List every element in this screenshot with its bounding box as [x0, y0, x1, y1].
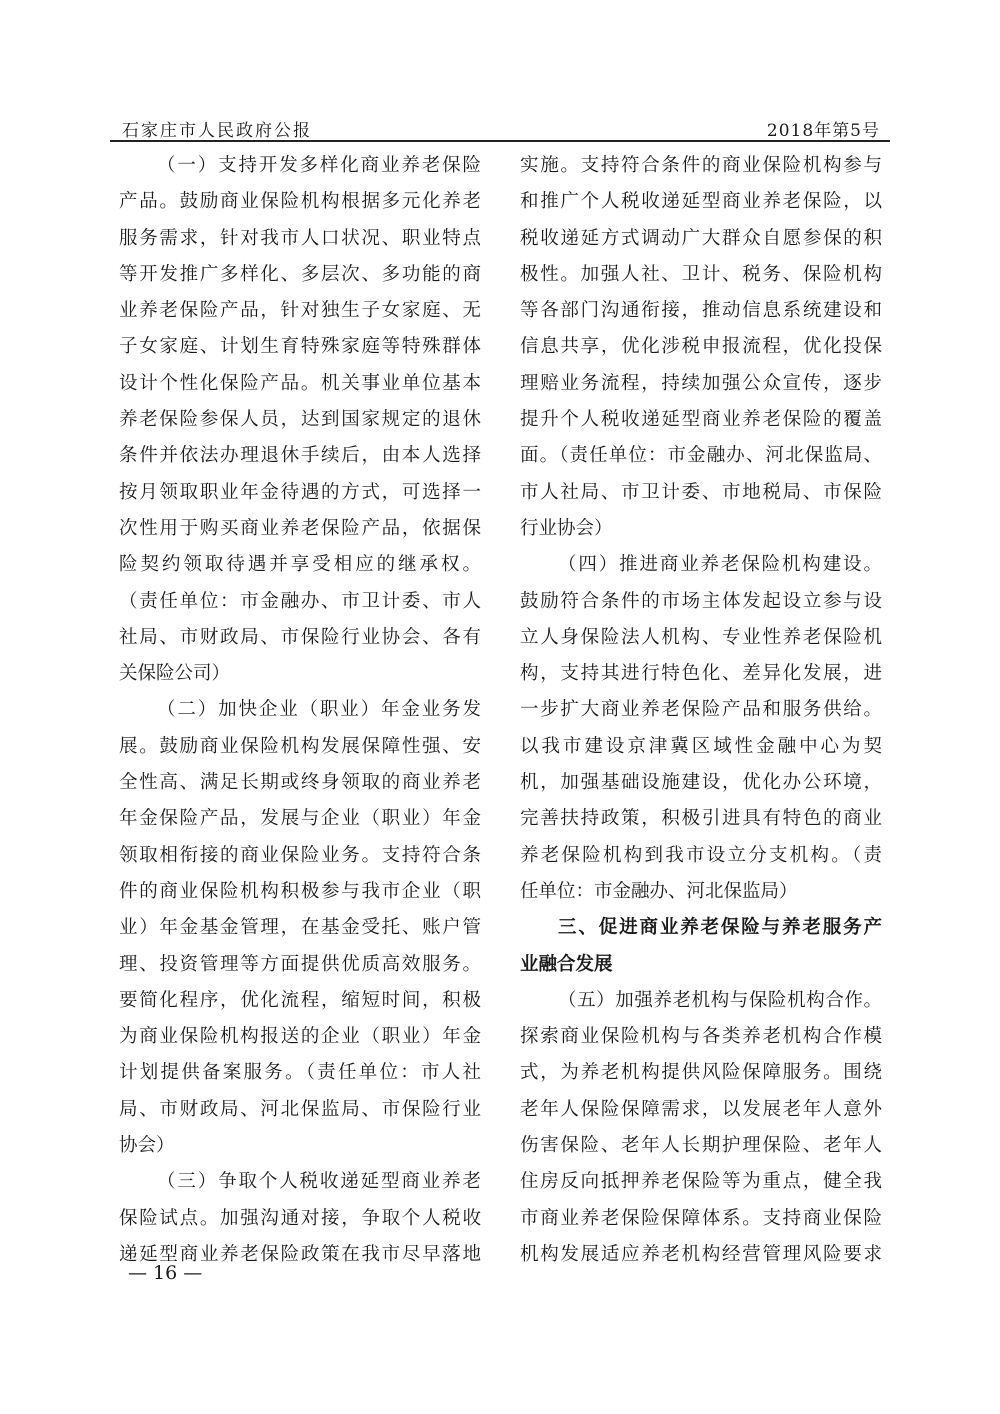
text-line: 机构发展适应养老机构经营管理风险要求	[520, 1243, 882, 1265]
text-line: 保险试点。加强沟通对接，争取个人税收	[119, 1207, 481, 1229]
left-column	[119, 148, 481, 1273]
text-line: 件的商业保险机构积极参与我市企业（职	[119, 880, 481, 902]
text-line: 递延型商业养老保险政策在我市尽早落地	[119, 1243, 481, 1265]
text-line: 服务需求，针对我市人口状况、职业特点	[119, 227, 481, 249]
text-line: 条件并依法办理退休手续后，由本人选择	[119, 445, 481, 467]
text-line: 探索商业保险机构与各类养老机构合作模	[520, 1026, 882, 1048]
text-line: 等各部门沟通衔接，推动信息系统建设和	[520, 300, 882, 322]
text-line: 住房反向抵押养老保险等为重点，健全我	[520, 1171, 882, 1193]
text-line: （责任单位：市金融办、市卫计委、市人	[119, 590, 481, 612]
text-line: 伤害保险、老年人长期护理保险、老年人	[520, 1135, 882, 1157]
text-line: 一步扩大商业养老保险产品和服务供给。	[520, 699, 882, 721]
text-line: 市商业养老保险保障体系。支持商业保险	[520, 1207, 882, 1229]
text-line: 全性高、满足长期或终身领取的商业养老	[119, 772, 481, 794]
text-line: 鼓励符合条件的市场主体发起设立参与设	[520, 590, 882, 612]
text-line: 提升个人税收递延型商业养老保险的覆盖	[520, 409, 882, 431]
text-line: 为商业保险机构报送的企业（职业）年金	[119, 1026, 481, 1048]
text-line: 子女家庭、计划生育特殊家庭等特殊群体	[119, 336, 481, 358]
header-rule	[110, 140, 890, 142]
text-line: 和推广个人税收递延型商业养老保险，以	[520, 191, 882, 213]
text-line: 业养老保险产品，针对独生子女家庭、无	[119, 300, 481, 322]
text-line: 业）年金基金管理，在基金受托、账户管	[119, 917, 481, 939]
text-line: 计划提供备案服务。（责任单位：市人社	[119, 1062, 481, 1084]
text-line: 年金保险产品，发展与企业（职业）年金	[119, 808, 481, 830]
text-line: 按月领取职业年金待遇的方式，可选择一	[119, 481, 481, 503]
text-line: 领取相衔接的商业保险业务。支持符合条	[119, 844, 481, 866]
text-line: 以我市建设京津冀区域性金融中心为契	[520, 735, 882, 757]
text-line: 机，加强基础设施建设，优化办公环境，	[520, 772, 882, 794]
section-heading-line: 三、促进商业养老保险与养老服务产	[558, 917, 882, 939]
text-line: 老年人保险保障需求，以发展老年人意外	[520, 1098, 882, 1120]
text-line: 税收递延方式调动广大群众自愿参保的积	[520, 227, 882, 249]
text-line: 理赔业务流程，持续加强公众宣传，逐步	[520, 372, 882, 394]
text-line: 协会）	[119, 1135, 175, 1157]
text-line: 立人身保险法人机构、专业性养老保险机	[520, 626, 882, 648]
text-line: 行业协会）	[520, 517, 613, 539]
page-number: — 16 —	[128, 1262, 203, 1284]
text-line: 养老保险参保人员，达到国家规定的退休	[119, 409, 481, 431]
text-line: 设计个性化保险产品。机关事业单位基本	[119, 372, 481, 394]
text-line: 次性用于购买商业养老保险产品，依据保	[119, 517, 481, 539]
text-line: （四）推进商业养老保险机构建设。	[558, 554, 882, 576]
text-line: 养老保险机构到我市设立分支机构。（责	[520, 844, 882, 866]
text-line: 理、投资管理等方面提供优质高效服务。	[119, 953, 481, 975]
text-line: 险契约领取待遇并享受相应的继承权。	[119, 554, 481, 576]
text-line: （五）加强养老机构与保险机构合作。	[558, 989, 882, 1011]
text-line: 信息共享，优化涉税申报流程，优化投保	[520, 336, 882, 358]
text-line: （二）加快企业（职业）年金业务发	[157, 699, 481, 721]
section-heading-line: 业融合发展	[520, 953, 613, 975]
text-line: 面。（责任单位：市金融办、河北保监局、	[520, 445, 882, 467]
text-line: 式，为养老机构提供风险保障服务。围绕	[520, 1062, 882, 1084]
text-line: 产品。鼓励商业保险机构根据多元化养老	[119, 191, 481, 213]
text-line: 局、市财政局、河北保监局、市保险行业	[119, 1098, 481, 1120]
text-line: 展。鼓励商业保险机构发展保障性强、安	[119, 735, 481, 757]
text-line: 要简化程序，优化流程，缩短时间，积极	[119, 989, 481, 1011]
text-line: 关保险公司）	[119, 663, 231, 685]
text-line: （一）支持开发多样化商业养老保险	[157, 155, 481, 176]
issue-number: 2018年第5号	[766, 121, 880, 141]
text-line: （三）争取个人税收递延型商业养老	[157, 1171, 481, 1193]
text-line: 市人社局、市卫计委、市地税局、市保险	[520, 481, 882, 503]
journal-title: 石家庄市人民政府公报	[122, 121, 312, 141]
text-line: 任单位：市金融办、河北保监局）	[520, 880, 798, 902]
text-line: 极性。加强人社、卫计、税务、保险机构	[520, 263, 882, 285]
text-line: 完善扶持政策，积极引进具有特色的商业	[520, 808, 882, 830]
text-line: 实施。支持符合条件的商业保险机构参与	[520, 155, 882, 176]
text-line: 社局、市财政局、市保险行业协会、各有	[119, 626, 481, 648]
right-column	[520, 148, 882, 1273]
text-line: 等开发推广多样化、多层次、多功能的商	[119, 263, 481, 285]
text-line: 构，支持其进行特色化、差异化发展，进	[520, 663, 882, 685]
